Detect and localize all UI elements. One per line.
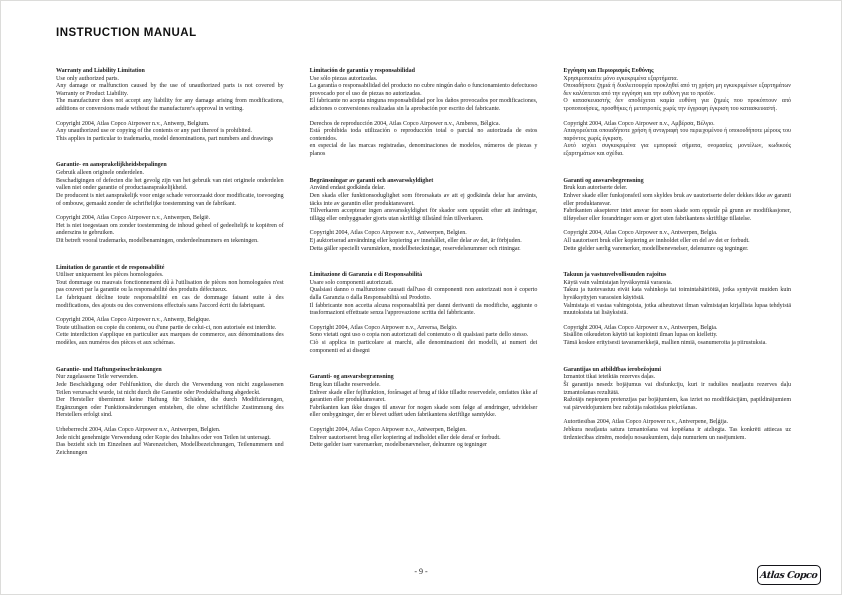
copyright-block — [563, 121, 791, 159]
section-paragraph: La garantía o responsabilidad del producto no cubre ningún daño o funcionamiento defectuoso provocado por el uso de piezas no autorizadas. — [309, 83, 538, 97]
copyright-block — [56, 121, 284, 144]
copyright-block — [310, 230, 538, 253]
copyright-paragraph: Derechos de reproducción 2004, Atlas Copco Airpower n.v., Amberes, Bélgica. — [309, 120, 501, 127]
section-paragraph: El fabricante no acepta ninguna responsabilidad por los daños provocados por modificaciones, adiciones o conversiones realizadas sin la aprobación por escrito del fabricante. — [309, 98, 538, 113]
copyright-paragraph: Copyright 2004, Atlas Copco Airpower n.v., Antwerpen, Belgia. — [563, 230, 718, 237]
copyright-paragraph: Dette gælder især varemærker, modelbenævnelser, delnumre og tegninger — [309, 442, 487, 449]
copyright-paragraph: This applies in particular to trademarks, model denominations, part numbers and drawings — [56, 135, 274, 142]
section-paragraph: Use only authorized parts. — [56, 75, 119, 82]
section-heading-danish: Garanti- og ansvarsbegrænsning — [309, 374, 394, 381]
section-paragraph: Brug kun tilladte reservedele. — [309, 381, 381, 388]
copyright-paragraph: Απαγορεύεται οποιαδήποτε χρήση ή αντιγραφή του περιεχομένου ή οποιουδήποτε μέρους του παρόντος χωρίς έγκριση. — [563, 128, 792, 142]
section-paragraph: Käytä vain valmistajan hyväksymiä varaosia. — [563, 279, 673, 286]
column-1 — [56, 68, 284, 476]
section-swedish — [310, 178, 538, 253]
section-heading-dutch: Garantie- en aansprakelijkheidsbepalingen — [56, 162, 167, 169]
section-paragraph: Ražotājs nepieņem pretenzijas par bojājumiem, kas izriet no modifikācijām, papildinājumiem vai pārveidojumiem bez ražotāja rakstiskas piekrišanas. — [563, 397, 792, 411]
copyright-block — [310, 121, 538, 159]
column-3 — [563, 68, 791, 476]
section-french — [56, 265, 284, 348]
section-heading-finnish: Takuun ja vastuuvelvollisuuden rajoitus — [563, 272, 667, 279]
section-danish — [310, 374, 538, 449]
section-heading-german: Garantie- und Haftungseinschränkungen — [56, 366, 162, 373]
copyright-paragraph: Toute utilisation ou copie du contenu, ou d'une partie de celui-ci, non autorisée est interdite. — [56, 324, 277, 331]
section-paragraph: Nur zugelassene Teile verwenden. — [56, 374, 139, 381]
section-paragraph: Använd endast godkända delar. — [309, 185, 385, 192]
section-paragraph: De producent is niet aansprakelijk voor enige schade veroorzaakt door modificatie, toevoeging of ombouw, gemaakt zonder de schriftelijke toestemming van de fabrikant. — [56, 192, 284, 207]
section-paragraph: Tout dommage ou mauvais fonctionnement dû à l'utilisation de pièces non homologuées n'est pas couvert par la garantie ou la responsabilité des produits défectueux. — [56, 279, 284, 294]
column-2 — [310, 68, 538, 476]
copyright-paragraph: Detta gäller speciellt varumärken, modellbeteckningar, reservdelsnummer och ritningar. — [309, 245, 521, 252]
section-norwegian — [563, 178, 791, 253]
section-paragraph: Enhver skade eller fejlfunktion, forårsaget af brug af ikke tilladte reservedele, omfattes ikke af garantien eller produktansvaret. — [309, 389, 538, 404]
copyright-block — [56, 427, 284, 457]
content-columns — [1, 39, 841, 476]
copyright-paragraph: Copyright 2004, Atlas Copco Airpower n.v., Antwerpen, Belgien. — [309, 426, 467, 433]
section-paragraph: Den skada eller funktionsoduglighet som förorsakats av att ej godkända delar har använts, täcks inte av garantin eller produktansvaret. — [309, 192, 538, 207]
section-paragraph: Any damage or malfunction caused by the use of unauthorized parts is not covered by Warranty or Product Liability. — [56, 83, 284, 97]
copyright-paragraph: Copyright 2004, Atlas Copco Airpower n.v., Αμβέρσα, Βέλγιο. — [563, 120, 715, 127]
copyright-paragraph: Está prohibida toda utilización o reproducción total o parcial no autorizada de estos contenidos. — [309, 128, 538, 142]
copyright-block — [563, 230, 791, 253]
section-paragraph: Use sólo piezas autorizadas. — [309, 75, 378, 82]
section-paragraph: Fabrikanten kan ikke drages til ansvar for nogen skade som følge af ændringer, udvidelser eller ombygninger, der er blevet udført uden fabrikantens skriftlige samtykke. — [309, 404, 538, 419]
section-paragraph: Tillverkaren accepterar ingen ansvarsskyldighet för skador som uppstått efter att ändringar, tillägg eller ombyggnader gjorts utan skriftligt tillstånd från tillverkaren. — [309, 208, 538, 222]
copyright-block — [56, 317, 284, 347]
section-paragraph: Οποιαδήποτε ζημιά ή δυσλειτουργία προκληθεί από τη χρήση μη εγκεκριμένων εξαρτημάτων δεν καλύπτεται από την εγγύηση και την ευθύνη για το προϊόν. — [563, 83, 792, 97]
section-paragraph: Izmantot tikai ieteiktās rezerves daļas. — [563, 374, 656, 381]
section-finnish — [563, 272, 791, 347]
section-heading-spanish: Limitación de garantía y responsabilidad — [309, 68, 415, 74]
copyright-paragraph: Jede nicht genehmigte Verwendung oder Kopie des Inhaltes oder von Teilen ist untersagt. — [56, 434, 271, 441]
copyright-paragraph: Copyright 2004, Atlas Copco Airpower n.v., Antwerpen, België. — [56, 215, 211, 222]
copyright-paragraph: Copyright 2004, Atlas Copco Airpower n.v., Anversa, Belgio. — [309, 324, 458, 331]
section-heading-latvian: Garantijas un atbildības ierobežojumi — [563, 366, 662, 373]
copyright-paragraph: Copyright 2004, Atlas Copco Airpower n.v., Antwerp, Belgique. — [56, 317, 211, 324]
copyright-block — [56, 215, 284, 245]
section-latvian — [563, 367, 791, 442]
section-paragraph: Fabrikanten aksepterer intet ansvar for noen skade som oppstår på grunn av modifikasjoner, tilføyelser eller forandringer som er gjort uten fabrikantens skriftlige tillatelse. — [563, 208, 792, 222]
section-paragraph: Valmistaja ei vastaa vahingoista, jotka aiheutuvat ilman valmistajan kirjallista lupaa tehdyistä muutoksista tai lisäyksistä. — [563, 302, 792, 317]
section-paragraph: Utiliser uniquement les pièces homologuées. — [56, 272, 164, 279]
section-paragraph: Ο κατασκευαστής δεν αποδέχεται καμία ευθύνη για ζημιές που προκύπτουν από τροποποιήσεις, προσθήκες ή μετατροπές χωρίς την έγγραφη έγκριση του κατασκευαστή. — [563, 98, 792, 113]
page-title: INSTRUCTION MANUAL — [56, 27, 197, 39]
copyright-paragraph: Dette gjelder særlig varemerker, modellbenevnelser, delenumre og tegninger. — [563, 245, 749, 252]
section-greek — [563, 68, 791, 159]
section-paragraph: Jede Beschädigung oder Fehlfunktion, die durch die Verwendung von nicht zugelassenen Teilen verursacht wurde, ist nicht durch die Garantie oder Produkthaftung abgedeckt. — [56, 381, 284, 396]
copyright-paragraph: Copyright 2004, Atlas Copco Airpower n.v., Antwerpen, Belgien. — [309, 230, 467, 237]
section-heading-norwegian: Garanti og ansvarsbegrensning — [563, 177, 644, 184]
section-paragraph: Der Hersteller übernimmt keine Haftung für Schäden, die durch Modifizierungen, Ergänzungen oder Funktionsänderungen entstehen, die ohne schriftliche Zustimmung des Herstellers erfolgt sind. — [56, 397, 284, 419]
section-paragraph: The manufacturer does not accept any liability for any damage arising from modifications, additions or conversions made without the manufacturer's approval in writing. — [56, 98, 284, 113]
copyright-block — [310, 325, 538, 355]
page-footer — [1, 561, 841, 579]
section-paragraph: Šī garantija nesedz bojājumus vai disfunkciju, kuri ir radušies neatļautu rezerves daļu izmantošanas rezultātā. — [563, 381, 792, 396]
copyright-paragraph: Ej auktoriserad användning eller kopiering av innehållet, eller delar av det, är förbjuden. — [309, 237, 522, 244]
copyright-paragraph: Sono vietati ogni uso o copia non autorizzati del contenuto o di qualsiasi parte dello stesso. — [309, 332, 529, 339]
section-paragraph: Le fabriquant décline toute responsabilité en cas de dommage faisant suite à des modifications, des ajouts ou des conversions effectués sans l'accord écrit du fabriquant. — [56, 295, 284, 309]
copyright-paragraph: Cette interdiction s'applique en particulier aux marques de commerce, aux dénominations des modèles, aux numéros des pièces et aux schémas. — [56, 332, 284, 347]
copyright-paragraph: All uautorisert bruk eller kopiering av innholdet eller en del av det er forbudt. — [563, 237, 750, 244]
copyright-paragraph: Tämä koskee erityisesti tavaramerkkejä, mallien nimiä, osanumeroita ja piirustuksia. — [563, 340, 767, 347]
section-paragraph: Takuu ja tuotevastuu eivät kata vahinkoja tai toimintahäiriöitä, jotka syntyvät muiden kuin hyväksyttyjen varaosien käytöstä. — [563, 287, 792, 302]
section-paragraph: Qualsiasi danno o malfunzione causati dall'uso di componenti non autorizzati non è coperto dalla Garanzia o dalla Responsabilità sul Prodotto. — [309, 287, 538, 302]
section-paragraph: Beschadigingen of defecten die het gevolg zijn van het gebruik van niet originele onderdelen vallen niet onder garantie of productaansprakelijkheid. — [56, 177, 284, 192]
section-english — [56, 68, 284, 143]
copyright-paragraph: Enhver uautoriseret brug eller kopiering af indholdet eller dele deraf er forbudt. — [309, 434, 501, 441]
section-paragraph: Usare solo componenti autorizzati. — [309, 279, 394, 286]
atlas-copco-logo — [757, 565, 821, 585]
copyright-paragraph: Urheberrecht 2004, Atlas Copco Airpower n.v., Antwerpen, Belgien. — [56, 426, 221, 433]
copyright-paragraph: Autortiesības 2004, Atlas Copco Airpower n.v., Antverpene, Beļģija. — [563, 419, 729, 426]
copyright-block — [310, 427, 538, 450]
copyright-paragraph: Copyright 2004, Atlas Copco Airpower n.v., Antwerp, Belgium. — [56, 120, 210, 127]
copyright-paragraph: Het is niet toegestaan om zonder toestemming de inhoud geheel of gedeeltelijk te kopiëren of anderszins te gebruiken. — [56, 222, 284, 237]
section-german — [56, 367, 284, 458]
copyright-paragraph: Dit betreft vooral trademarks, modelbenamingen, onderdeelnummers en tekeningen. — [56, 237, 259, 244]
copyright-paragraph: Jebkura neatļauta satura izmantošana vai kopēšana ir aizliegta. Tas konkrēti attiecas uz tirdzniecības zīmēm, modeļu nosaukumiem, daļu numuriem un rasējumiem. — [563, 426, 792, 441]
copyright-paragraph: en especial de las marcas registradas, denominaciones de modelos, números de piezas y planos — [309, 143, 538, 158]
copyright-block — [563, 419, 791, 442]
section-paragraph: Gebruik alleen originele onderdelen. — [56, 170, 144, 177]
copyright-paragraph: Ciò si applica in particolare ai marchi, alle denominazioni dei modelli, ai numeri dei componenti ed ai disegni — [309, 340, 538, 354]
section-italian — [310, 272, 538, 355]
copyright-paragraph: Any unauthorized use or copying of the contents or any part thereof is prohibited. — [56, 128, 252, 135]
section-paragraph: Bruk kun autoriserte deler. — [563, 185, 628, 192]
section-heading-greek: Εγγύηση και Περιορισμός Ευθύνης — [563, 68, 654, 74]
copyright-paragraph: Copyright 2004, Atlas Copco Airpower n.v., Antwerpen, Belgia. — [563, 324, 718, 331]
section-heading-italian: Limitazione di Garanzia e di Responsabilità — [309, 272, 423, 279]
page-number: - 9 - — [414, 567, 428, 576]
copyright-paragraph: Sisällön oikeudeton käyttö tai kopiointi ilman lupaa on kielletty. — [563, 332, 718, 339]
copyright-paragraph: Αυτό ισχύει συγκεκριμένα για εμπορικά σήματα, ονομασίες μοντέλων, κωδικούς εξαρτημάτων και σχέδια. — [563, 143, 792, 158]
section-heading-swedish: Begränsningar av garanti och ansvarsskyldighet — [309, 177, 434, 184]
section-dutch — [56, 162, 284, 245]
section-spanish — [310, 68, 538, 159]
atlas-copco-logo-text: Atlas Copco — [759, 569, 819, 581]
section-paragraph: Il fabbricante non accetta alcuna responsabilità per danni derivanti da modifiche, aggiunte o trasformazioni effettuate senza l'approvazione scritta del fabbricante. — [309, 302, 538, 317]
section-heading-french: Limitation de garantie et de responsabilité — [56, 264, 165, 271]
section-paragraph: Enhver skade eller funksjonsfeil som skyldes bruk av uautoriserte deler dekkes ikke av garanti eller produktansvar. — [563, 192, 792, 207]
section-paragraph: Χρησιμοποιείτε μόνο εγκεκριμένα εξαρτήματα. — [563, 75, 679, 82]
copyright-paragraph: Das bezieht sich im Einzelnen auf Warenzeichen, Modellbezeichnungen, Teilenummern und Zeichnungen — [56, 442, 284, 456]
copyright-block — [563, 325, 791, 348]
section-heading-english: Warranty and Liability Limitation — [56, 68, 145, 74]
